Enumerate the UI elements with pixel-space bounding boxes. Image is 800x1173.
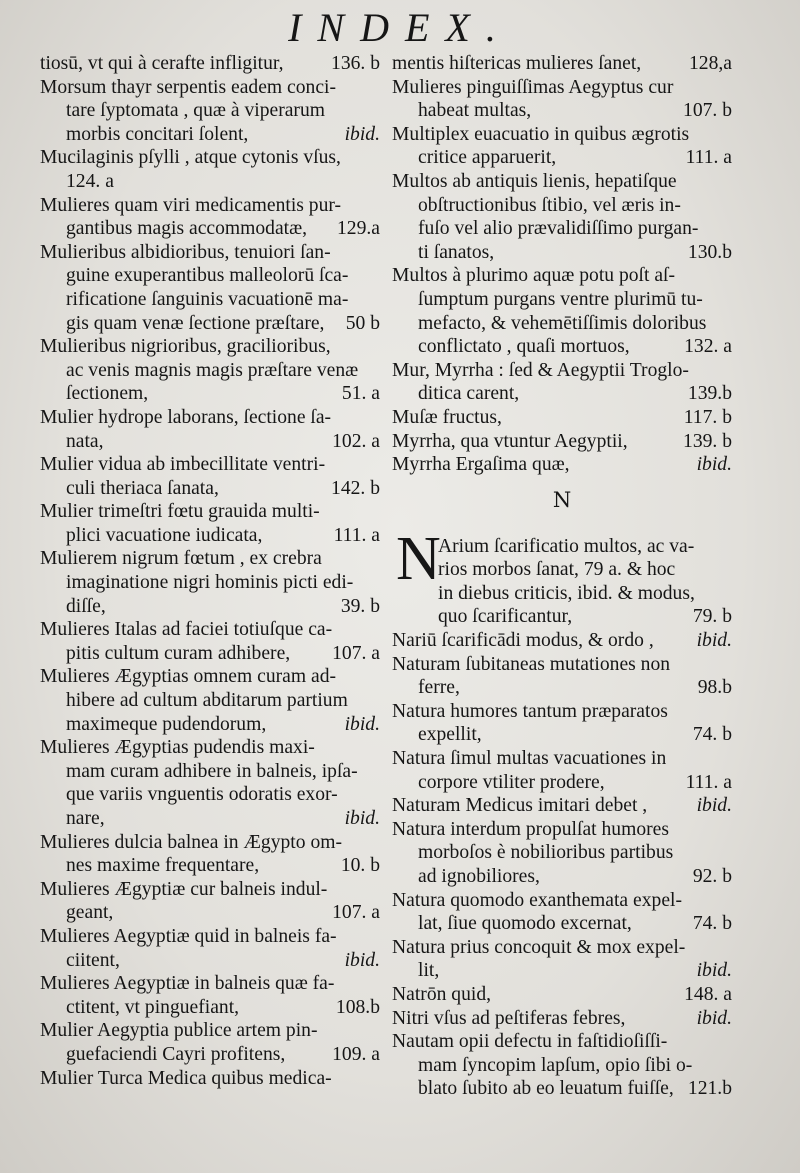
entry-text: rios morbos ſanat, 79 a. & hoc	[438, 559, 676, 581]
entry-text: guefaciendi Cayri profitens,	[66, 1043, 286, 1065]
entry-text: tiosū, vt qui à cerafte infligitur,	[40, 53, 284, 74]
right-column	[392, 52, 732, 1101]
index-entry	[392, 123, 732, 170]
page-reference: 107. b	[683, 100, 732, 122]
page-reference: 121.b	[687, 1078, 732, 1100]
entry-text: obſtructionibus ſtibio, vel æris in-	[418, 194, 681, 216]
entry-text: guine exuperantibus malleolorū ſca-	[66, 265, 349, 287]
entry-text: critice apparuerit,	[418, 147, 557, 169]
entry-text: Morsum thayr serpentis eadem conci-	[40, 76, 336, 98]
page-reference: 117. b	[683, 406, 732, 428]
page-reference: ibid.	[344, 949, 380, 971]
index-entry	[392, 629, 732, 653]
entry-text: Myrrha, qua vtuntur Aegyptii,	[392, 430, 628, 452]
entry-text: Multos ab antiquis lienis, hepatiſque	[392, 170, 677, 192]
index-entry	[392, 264, 732, 358]
index-entry	[40, 1019, 380, 1066]
entry-text: nare,	[66, 808, 105, 829]
entry-text: geant,	[66, 902, 114, 924]
index-entry	[40, 878, 380, 925]
index-entry	[392, 524, 732, 629]
index-entry	[392, 406, 732, 430]
page-reference: 128,a	[689, 53, 732, 74]
entry-text: Muſæ fructus,	[392, 406, 502, 428]
entry-text: mam curam adhibere in balneis, ipſa-	[66, 760, 358, 782]
left-column	[40, 52, 380, 1090]
entry-text: quo ſcarificantur,	[438, 606, 573, 628]
index-entry	[40, 453, 380, 500]
index-entry	[392, 359, 732, 406]
entry-text: expellit,	[418, 724, 482, 746]
entry-text: Mulieres Ægyptias pudendis maxi-	[40, 737, 315, 759]
page-reference: 139.b	[687, 383, 732, 405]
entry-text: ſectionem,	[66, 383, 149, 405]
entry-text: Mulieres pinguiſſimas Aegyptus cur	[392, 76, 674, 98]
entry-text: fuſo vel alio prævalidiſſimo purgan-	[418, 218, 699, 240]
index-entry	[392, 1030, 732, 1101]
index-entry	[392, 818, 732, 889]
index-entry	[40, 500, 380, 547]
entry-text: lit,	[418, 960, 440, 982]
index-entry	[40, 1067, 380, 1091]
entry-text: maximeque pudendorum,	[66, 713, 267, 735]
entry-text: Mulier Turca Medica quibus medica-	[40, 1067, 332, 1089]
entry-text: morboſos è nobilioribus partibus	[418, 842, 674, 864]
page-header: INDEX.	[288, 5, 512, 50]
entry-text: Mulieres dulcia balnea in Ægypto om-	[40, 831, 343, 853]
page-reference: ibid.	[344, 713, 380, 735]
entry-text: plici vacuatione iudicata,	[66, 524, 263, 546]
page-reference: ibid.	[696, 630, 732, 652]
entry-text: Mur, Myrrha : ſed & Aegyptii Troglo-	[392, 359, 689, 381]
entry-text: Mulier hydrope laborans, ſectione ſa-	[40, 406, 332, 428]
page-reference: ibid.	[696, 960, 732, 982]
entry-text: lat, ſiue quomodo excernat,	[418, 913, 632, 935]
entry-text: Multiplex euacuatio in quibus ægrotis	[392, 123, 690, 145]
entry-text: Natrōn quid,	[392, 983, 492, 1005]
page-reference: ibid.	[696, 795, 732, 817]
page-reference: 92. b	[692, 866, 732, 887]
entry-text: pitis cultum curam adhibere,	[66, 642, 291, 664]
drop-cap: N	[396, 524, 441, 593]
entry-text: diſſe,	[66, 595, 106, 617]
page-reference: 111. a	[333, 524, 380, 546]
entry-text: in diebus criticis, ibid. & modus,	[438, 582, 695, 604]
page-reference: ibid.	[696, 1007, 732, 1029]
page-reference: 74. b	[692, 913, 732, 935]
page-reference: 132. a	[684, 336, 732, 358]
entry-text: Nariū ſcarificādi modus, & ordo ,	[392, 630, 654, 652]
index-entry	[40, 241, 380, 335]
entry-text: habeat multas,	[418, 100, 532, 122]
page-reference: 51. a	[341, 383, 380, 405]
page-reference: 10. b	[340, 855, 380, 877]
index-entry	[392, 430, 732, 454]
page-reference: 98.b	[697, 677, 732, 699]
entry-text: Arium ſcarificatio multos, ac va-	[438, 535, 695, 557]
page-reference: 148. a	[684, 983, 732, 1005]
entry-text: Mulieres Aegyptiæ in balneis quæ fa-	[40, 973, 335, 995]
index-entry	[392, 983, 732, 1007]
page-reference: 130.b	[687, 241, 732, 263]
entry-text: nata,	[66, 430, 104, 452]
entry-text: hibere ad cultum abditarum partium	[66, 690, 348, 712]
index-entry	[40, 665, 380, 736]
index-entry	[392, 52, 732, 76]
entry-text: morbis concitari ſolent,	[66, 123, 249, 145]
entry-text: Naturam Medicus imitari debet ,	[392, 795, 648, 817]
index-entry	[40, 618, 380, 665]
entry-text: gantibus magis accommodatæ,	[66, 218, 308, 240]
index-entry	[392, 170, 732, 264]
entry-text: conflictato , quaſi mortuos,	[418, 336, 630, 358]
index-entry	[392, 453, 732, 477]
index-entry	[392, 1007, 732, 1031]
index-entry	[392, 76, 732, 123]
entry-text: Multos à plurimo aquæ potu poſt aſ-	[392, 265, 675, 287]
entry-text: Mulieres quam viri medicamentis pur-	[40, 194, 342, 216]
page-reference: 136. b	[331, 53, 380, 74]
entry-text: ciitent,	[66, 949, 120, 971]
entry-text: ac venis magnis magis præſtare venæ	[66, 359, 359, 381]
index-entry	[392, 747, 732, 794]
entry-text: Natura quomodo exanthemata expel-	[392, 889, 682, 911]
index-entry	[40, 736, 380, 830]
entry-text: imaginatione nigri hominis picti edi-	[66, 572, 354, 594]
index-entry	[40, 831, 380, 878]
entry-text: nes maxime frequentare,	[66, 855, 260, 877]
index-entry	[40, 194, 380, 241]
index-entry	[40, 335, 380, 406]
index-entry	[40, 925, 380, 972]
entry-text: Nautam opii defectu in faſtidioſiſſi-	[392, 1031, 668, 1053]
index-entry	[40, 76, 380, 147]
entry-text: Mulieres Aegyptiæ quid in balneis fa-	[40, 925, 337, 947]
entry-text: Natura interdum propulſat humores	[392, 818, 669, 840]
m-entries	[392, 52, 732, 477]
index-entry	[40, 547, 380, 618]
entry-text: Mulieribus albidioribus, tenuiori ſan-	[40, 241, 331, 263]
entry-text: Mulieres Ægyptiæ cur balneis indul-	[40, 878, 328, 900]
entry-text: 124. a	[66, 170, 114, 192]
entry-text: tare ſyptomata , quæ à viperarum	[66, 100, 325, 122]
entry-text: ſumptum purgans ventre plurimū tu-	[418, 288, 703, 310]
entry-text: Natura humores tantum præparatos	[392, 700, 668, 722]
entry-text: Natura ſimul multas vacuationes in	[392, 748, 667, 770]
page-reference: ibid.	[344, 808, 380, 829]
page-reference: 142. b	[331, 477, 380, 499]
entry-text: rificatione ſanguinis vacuationē ma-	[66, 288, 349, 310]
entry-text: ti ſanatos,	[418, 241, 495, 263]
index-entry	[40, 146, 380, 193]
section-letter-n: N	[552, 487, 572, 512]
entry-text: Mulieribus nigrioribus, gracilioribus,	[40, 336, 331, 358]
entry-text: ad ignobiliores,	[418, 866, 540, 887]
page-reference: 102. a	[332, 430, 380, 452]
index-entry	[392, 889, 732, 936]
page-reference: 50 b	[345, 312, 380, 334]
index-entry	[392, 936, 732, 983]
entry-text: ferre,	[418, 677, 460, 699]
page-reference: 79. b	[692, 606, 732, 628]
index-entry	[40, 972, 380, 1019]
page-reference: 108.b	[335, 996, 380, 1018]
entry-text: ditica carent,	[418, 383, 520, 405]
index-entry	[392, 794, 732, 818]
index-entry	[392, 653, 732, 700]
entry-text: Nitri vſus ad peſtiferas febres,	[392, 1007, 626, 1029]
entry-text: culi theriaca ſanata,	[66, 477, 219, 499]
entry-text: Mulierem nigrum fœtum , ex crebra	[40, 548, 322, 570]
entry-text: Naturam ſubitaneas mutationes non	[392, 653, 671, 675]
page-reference: ibid.	[344, 123, 380, 145]
page-reference: 109. a	[332, 1043, 380, 1065]
entry-text: ctitent, vt pinguefiant,	[66, 996, 240, 1018]
index-entry	[392, 700, 732, 747]
n-entries	[392, 629, 732, 1101]
page-reference: 39. b	[340, 595, 380, 617]
entry-text: Myrrha Ergaſima quæ,	[392, 454, 570, 476]
page-reference: 129.a	[337, 218, 380, 240]
entry-text: Natura prius concoquit & mox expel-	[392, 936, 686, 958]
entry-text: Mulier trimeſtri fœtu grauida multi-	[40, 501, 320, 523]
entry-text: Mulieres Ægyptias omnem curam ad-	[40, 666, 337, 688]
entry-text: mentis hiſtericas mulieres ſanet,	[392, 53, 642, 74]
page-reference: 139. b	[683, 430, 732, 452]
entry-text: mam ſyncopim lapſum, opio ſibi o-	[418, 1054, 693, 1076]
entry-text: Mulier Aegyptia publice artem pin-	[40, 1020, 318, 1042]
page-reference: 111. a	[685, 147, 732, 169]
entry-text: mefacto, & vehemētiſſimis doloribus	[418, 312, 707, 334]
entry-text: gis quam venæ ſectione præſtare,	[66, 312, 325, 334]
index-entry	[40, 52, 380, 76]
entry-text: que variis vnguentis odoratis exor-	[66, 784, 338, 806]
entry-text: Mulier vidua ab imbecillitate ventri-	[40, 454, 326, 476]
entry-text: Mucilaginis pſylli , atque cytonis vſus,	[40, 147, 341, 169]
entry-text: corpore vtiliter prodere,	[418, 771, 605, 793]
page-reference: 111. a	[685, 771, 732, 793]
entry-text: Mulieres Italas ad faciei totiuſque ca-	[40, 619, 333, 641]
index-entry	[40, 406, 380, 453]
page-reference: 74. b	[692, 724, 732, 746]
page-reference: 107. a	[332, 642, 380, 664]
page-reference: 107. a	[332, 902, 380, 924]
page-reference: ibid.	[696, 454, 732, 476]
entry-text: blato ſubito ab eo leuatum fuiſſe,	[418, 1078, 674, 1100]
